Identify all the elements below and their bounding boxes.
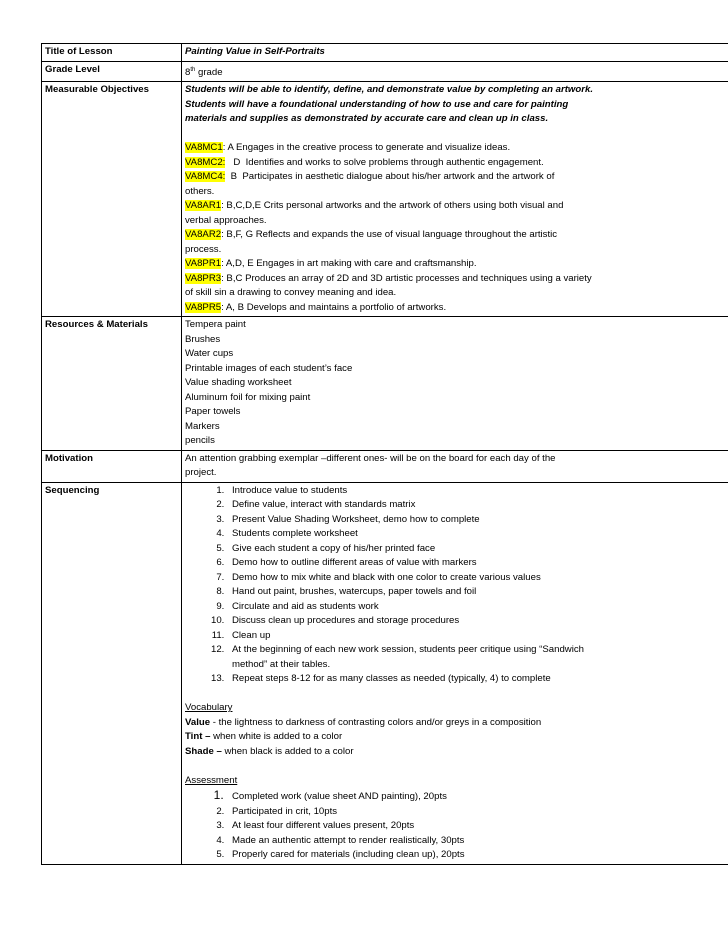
objective-line: materials and supplies as demonstrated by accurate care and clean up in class. — [185, 113, 549, 125]
vocab-term: Tint – — [185, 731, 211, 743]
resources-label: Resources & Materials — [42, 317, 182, 451]
standard-text: D Identifies and works to solve problems through authentic engagement. — [225, 156, 544, 168]
vocab-item — [185, 745, 728, 760]
standard-item — [185, 170, 728, 185]
sequence-steps — [185, 484, 728, 687]
row-objectives — [42, 82, 728, 317]
material-item: Printable images of each student’s face — [185, 362, 353, 374]
standard-text: : B,F, G Reflects and expands the use of visual language throughout the artistic — [221, 229, 558, 241]
standard-text: B Participates in aesthetic dialogue about his/her artwork and the artwork of — [225, 171, 555, 183]
material-item: Tempera paint — [185, 319, 246, 331]
standard-code: VA8PR5 — [185, 301, 222, 313]
standard-cont: verbal approaches. — [185, 214, 267, 226]
material-item: Brushes — [185, 333, 221, 345]
material-item: Value shading worksheet — [185, 377, 292, 389]
step-text-cont: method” at their tables. — [232, 658, 331, 670]
step-item: 6. Demo how to outline different areas of value with markers — [227, 556, 728, 571]
row-sequencing — [42, 482, 728, 864]
standard-cont: others. — [185, 185, 215, 197]
vocab-def: when black is added to a color — [221, 745, 354, 757]
step-item: 2. Define value, interact with standards matrix — [227, 498, 728, 513]
lesson-plan-table — [41, 43, 728, 865]
step-item: 3. Present Value Shading Worksheet, demo how to complete — [227, 513, 728, 528]
vocabulary-heading: Vocabulary — [185, 702, 233, 714]
step-item: 9. Circulate and aid as students work — [227, 600, 728, 615]
step-text: At the beginning of each new work session, students peer critique using “Sandwich — [232, 644, 584, 656]
motivation-value — [182, 450, 728, 482]
step-item: 5. Give each student a copy of his/her printed face — [227, 542, 728, 557]
objectives-value — [182, 82, 728, 317]
standard-code: VA8AR2 — [185, 229, 222, 241]
standard-text: : A Engages in the creative process to generate and visualize ideas. — [222, 142, 511, 154]
vocab-item — [185, 730, 728, 745]
standard-cont: process. — [185, 243, 222, 255]
vocab-item — [185, 716, 728, 731]
vocab-term: Shade – — [185, 745, 222, 757]
standard-item — [185, 199, 728, 214]
standard-item — [185, 272, 728, 287]
grade-value — [182, 61, 728, 82]
grade-number: 8 — [185, 66, 191, 78]
step-item: 11. Clean up — [227, 629, 728, 644]
standard-item — [185, 141, 728, 156]
standard-text: : A,D, E Engages in art making with care and craftsmanship. — [221, 258, 477, 270]
objective-line: Students will have a foundational understanding of how to use and care for painting — [185, 98, 569, 110]
standard-code: VA8PR3 — [185, 272, 222, 284]
title-value: Painting Value in Self-Portraits — [182, 44, 728, 62]
step-item: 7. Demo how to mix white and black with one color to create various values — [227, 571, 728, 586]
vocab-def: - the lightness to darkness of contrasting colors and/or greys in a composition — [212, 716, 542, 728]
standard-item — [185, 156, 728, 171]
material-item: Paper towels — [185, 406, 241, 418]
step-item: 4. Students complete worksheet — [227, 527, 728, 542]
row-resources — [42, 317, 728, 451]
step-item: 13. Repeat steps 8-12 for as many classes as needed (typically, 4) to complete — [227, 672, 728, 687]
standard-code: VA8MC1 — [185, 142, 223, 154]
resources-value — [182, 317, 728, 451]
step-item — [227, 643, 728, 672]
step-item: 10. Discuss clean up procedures and storage procedures — [227, 614, 728, 629]
standard-code: VA8PR1 — [185, 258, 222, 270]
standard-cont: of skill sin a drawing to convey meaning and idea. — [185, 287, 397, 299]
grade-suffix: grade — [195, 66, 223, 78]
motivation-line: project. — [185, 467, 217, 479]
assessment-heading: Assessment — [185, 774, 238, 786]
standard-item — [185, 228, 728, 243]
row-title — [42, 44, 728, 62]
standard-item — [185, 257, 728, 272]
standard-text: : B,C Produces an array of 2D and 3D artistic processes and techniques using a variety — [221, 272, 592, 284]
title-label: Title of Lesson — [42, 44, 182, 62]
material-item: Aluminum foil for mixing paint — [185, 391, 311, 403]
grade-suffix-sup: th — [190, 66, 196, 73]
objectives-label: Measurable Objectives — [42, 82, 182, 317]
vocab-def: when white is added to a color — [210, 731, 343, 743]
sequencing-value — [182, 482, 728, 864]
vocab-term: Value — [185, 716, 213, 728]
material-item: Markers — [185, 420, 220, 432]
step-item: 1. Introduce value to students — [227, 484, 728, 499]
standard-code: VA8AR1 — [185, 200, 222, 212]
material-item: pencils — [185, 435, 215, 447]
objective-line: Students will be able to identify, define, and demonstrate value by completing an artwork. — [185, 84, 593, 96]
row-grade — [42, 61, 728, 82]
assessment-text: Completed work (value sheet AND painting), 20pts — [232, 791, 447, 803]
assessment-item — [227, 788, 728, 805]
assessment-list — [185, 788, 728, 863]
standard-text: : A, B Develops and maintains a portfolio of artworks. — [221, 301, 447, 313]
motivation-line: An attention grabbing exemplar –different ones- will be on the board for each day of the — [185, 452, 556, 464]
row-motivation — [42, 450, 728, 482]
standard-code: VA8MC2: — [185, 156, 226, 168]
motivation-label: Motivation — [42, 450, 182, 482]
assessment-item: 5. Properly cared for materials (including clean up), 20pts — [227, 848, 728, 863]
material-item: Water cups — [185, 348, 234, 360]
assessment-item: 4. Made an authentic attempt to render realistically, 30pts — [227, 834, 728, 849]
assessment-item: 3. At least four different values present, 20pts — [227, 819, 728, 834]
sequencing-label: Sequencing — [42, 482, 182, 864]
standard-text: : B,C,D,E Crits personal artworks and the artwork of others using both visual and — [221, 200, 564, 212]
grade-label: Grade Level — [42, 61, 182, 82]
step-item: 8. Hand out paint, brushes, watercups, paper towels and foil — [227, 585, 728, 600]
standard-item — [185, 301, 728, 316]
assessment-item: 2. Participated in crit, 10pts — [227, 805, 728, 820]
standard-code: VA8MC4: — [185, 171, 226, 183]
